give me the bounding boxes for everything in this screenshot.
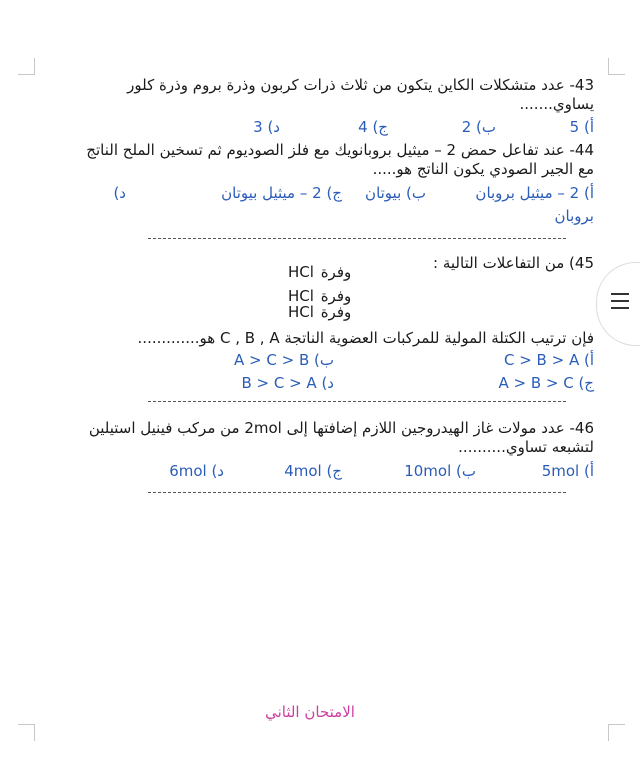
question-44: 44- عند تفاعل حمض 2 – ميثيل بروبانويك مع فلز الصوديوم ثم تسخين الملح الناتج مع الجير الصودي يكون الناتج هو.....	[86, 141, 594, 178]
reaction-3	[288, 304, 351, 320]
page-corner-mark	[18, 58, 35, 75]
option-c: ج) 2 – ميثيل بيوتان	[221, 184, 342, 202]
question-45-options-row-2	[74, 374, 594, 394]
question-45: فإن ترتيب الكتلة المولية للمركبات العضوية الناتجة C , B , A هو.............	[137, 329, 594, 347]
option-b: ب) A > C > B	[234, 351, 334, 369]
question-45-intro: 45) من التفاعلات التالية :	[433, 254, 594, 272]
separator	[148, 401, 566, 402]
option-a: أ) 2 – ميثيل بروبان	[475, 184, 594, 202]
option-b: ب) بيوتان	[365, 184, 426, 202]
excess-label: وفرة	[320, 303, 352, 321]
question-43-options	[74, 118, 594, 138]
excess-label: وفرة	[320, 287, 352, 305]
option-a: أ) 5mol	[541, 462, 594, 480]
option-d: د) 3	[253, 118, 280, 136]
reagent-label: HCl	[288, 263, 314, 281]
option-a: أ) 5	[569, 118, 594, 136]
reaction-2	[288, 288, 351, 304]
option-c: ج) 4	[358, 118, 388, 136]
reagent-label: HCl	[288, 287, 314, 305]
page-corner-mark	[608, 58, 625, 75]
excess-label: وفرة	[320, 263, 352, 281]
question-43: 43- عدد متشكلات الكاين يتكون من ثلاث ذرات كربون وذرة بروم وذرة كلور يساوي.......	[127, 76, 594, 113]
option-d: د)	[113, 184, 126, 202]
reagent-label: HCl	[288, 303, 314, 321]
question-46-options	[74, 462, 594, 482]
page-corner-mark	[18, 724, 35, 741]
question-45-options-row-1	[74, 351, 594, 371]
separator	[148, 238, 566, 239]
question-46: 46- عدد مولات غاز الهيدروجين اللازم إضافتها إلى 2mol من مركب فينيل استيلين لتشبعه تساوي..........	[88, 419, 594, 456]
option-a-continuation: بروبان	[554, 207, 594, 225]
side-menu-tab[interactable]	[596, 262, 640, 346]
menu-icon[interactable]	[611, 293, 629, 309]
page-corner-mark	[608, 724, 625, 741]
option-d: د) B > C > A	[241, 374, 334, 392]
option-c: ج) A > B > C	[498, 374, 594, 392]
option-b: ب) 10mol	[404, 462, 476, 480]
reaction-1	[288, 264, 351, 280]
exam-footer-title: الامتحان الثاني	[265, 703, 355, 721]
separator	[148, 492, 566, 493]
option-c: ج) 4mol	[284, 462, 342, 480]
option-d: د) 6mol	[169, 462, 224, 480]
option-a: أ) C > B > A	[503, 351, 594, 369]
question-44-options	[74, 184, 594, 204]
option-b: ب) 2	[461, 118, 496, 136]
